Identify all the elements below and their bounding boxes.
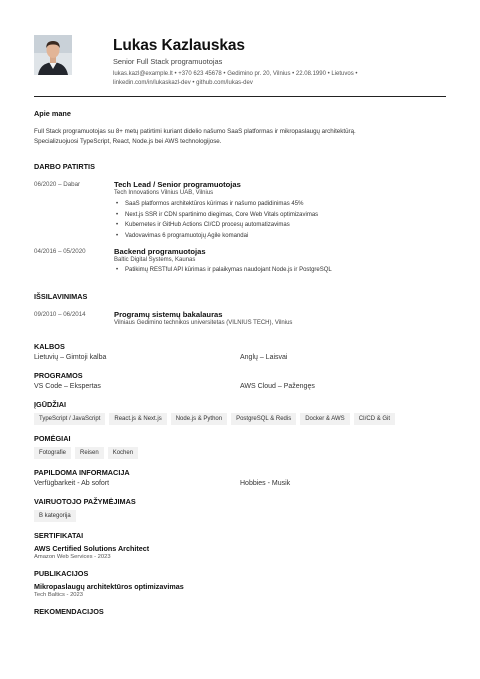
- publication-issuer: Tech Baltics - 2023: [34, 591, 83, 598]
- skills-section: [34, 400, 446, 429]
- languages-section: [34, 342, 446, 361]
- experience-title: DARBO PATIRTIS: [34, 162, 95, 171]
- about-line: Full Stack programuotojas su 8+ metų patirtimi kuriant didelio našumo SaaS platformas ir mikropaslaugų architektūrą.: [34, 128, 356, 135]
- entry-date: 09/2010 – 06/2014: [34, 310, 86, 318]
- additional-item: Verfügbarkeit - Ab sofort: [34, 479, 110, 487]
- publication-entry: [34, 582, 446, 598]
- bullet-item: • SaaS platformos architektūros kūrimas ir našumo padidinimas 45%: [125, 199, 446, 210]
- header-info: [113, 37, 446, 88]
- hobbies-tags: [34, 447, 446, 463]
- skills-title: ĮGŪDŽIAI: [34, 399, 67, 409]
- about-text: [34, 127, 446, 147]
- publications-title: PUBLIKACIJOS: [34, 568, 89, 578]
- hobby-tag: Kochen: [108, 447, 138, 459]
- additional-title: PAPILDOMA INFORMACIJA: [34, 467, 130, 477]
- entry-bullets: [114, 265, 446, 276]
- license-section: [34, 497, 446, 526]
- education-entry: [34, 310, 446, 326]
- education-title: IŠSILAVINIMAS: [34, 291, 88, 301]
- recommendations-title: REKOMENDACIJOS: [34, 606, 104, 616]
- certificate-name: AWS Certified Solutions Architect: [34, 543, 150, 553]
- language-item: Lietuvių – Gimtoji kalba: [34, 353, 107, 361]
- hobbies-title: POMĖGIAI: [34, 433, 71, 443]
- certificates-section: [34, 531, 446, 560]
- skill-tag: Node.js & Python: [171, 413, 227, 425]
- program-item: VS Code – Ekspertas: [34, 382, 101, 390]
- entry-school: Vilniaus Gedimino technikos universitetas (VILNIUS TECH), Vilnius: [114, 319, 293, 326]
- additional-item: Hobbies - Musik: [240, 479, 291, 487]
- recommendations-section: [34, 607, 446, 616]
- certificates-title: SERTIFIKATAI: [34, 530, 84, 540]
- experience-section: [34, 162, 446, 276]
- entry-date: 04/2016 – 05/2020: [34, 248, 86, 256]
- entry-title: Backend programuotojas: [114, 247, 206, 257]
- profile-photo: [34, 35, 72, 75]
- license-tags: [34, 510, 446, 526]
- cv-header: [34, 0, 446, 96]
- license-title: VAIRUOTOJO PAŽYMĖJIMAS: [34, 496, 136, 506]
- additional-row: [34, 480, 446, 487]
- hobby-tag: Fotografie: [34, 447, 71, 459]
- skill-tag: Docker & AWS: [300, 413, 349, 425]
- skill-tag: PostgreSQL & Redis: [231, 413, 296, 425]
- about-title: Apie mane: [34, 109, 71, 118]
- contact-info: [113, 70, 446, 88]
- certificate-entry: [34, 544, 446, 560]
- language-item: Anglų – Laisvai: [240, 353, 288, 361]
- programs-section: [34, 371, 446, 390]
- languages-title: KALBOS: [34, 341, 65, 351]
- experience-entry: [34, 247, 446, 276]
- about-line: Specializuojuosi TypeScript, React, Node.js bei AWS technologijose.: [34, 138, 222, 145]
- entry-company: Baltic Digital Systems, Kaunas: [114, 257, 196, 264]
- experience-entry: [34, 180, 446, 241]
- candidate-name: Lukas Kazlauskas: [113, 37, 245, 54]
- header-divider: [34, 96, 446, 97]
- contact-links: linkedin.com/in/lukaskazl-dev • github.com/lukas-dev: [113, 79, 253, 86]
- program-item: AWS Cloud – Pažengęs: [240, 382, 315, 390]
- license-tag: B kategorija: [34, 510, 76, 522]
- skill-tag: TypeScript / JavaScript: [34, 413, 105, 425]
- hobbies-section: [34, 434, 446, 463]
- entry-bullets: [114, 199, 446, 241]
- bullet-item: • Kubernetes ir GitHub Actions CI/CD procesų automatizavimas: [125, 220, 446, 231]
- candidate-role: Senior Full Stack programuotojas: [113, 57, 223, 66]
- about-section: [34, 109, 446, 147]
- certificate-issuer: Amazon Web Services - 2023: [34, 553, 111, 560]
- bullet-item: • Patikimų RESTful API kūrimas ir palaikymas naudojant Node.js ir PostgreSQL: [125, 265, 446, 276]
- education-section: [34, 292, 446, 326]
- skills-tags: [34, 413, 446, 429]
- skill-tag: CI/CD & Git: [354, 413, 395, 425]
- contact-line: lukas.kazl@example.lt • +370 623 45678 • Gedimino pr. 20, Vilnius • 22.08.1990 • Lietuvos •: [113, 71, 358, 77]
- entry-date: 06/2020 – Dabar: [34, 181, 81, 188]
- hobby-tag: Reisen: [75, 447, 104, 459]
- bullet-item: • Vadovavimas 6 programuotojų Agile komandai: [125, 231, 446, 242]
- programs-title: PROGRAMOS: [34, 370, 83, 380]
- skill-tag: React.js & Next.js: [109, 413, 166, 425]
- publications-section: [34, 569, 446, 598]
- bullet-item: • Next.js SSR ir CDN spartinimo diegimas, Core Web Vitals optimizavimas: [125, 210, 446, 221]
- languages-row: [34, 354, 446, 361]
- additional-section: [34, 468, 446, 487]
- programs-row: [34, 383, 446, 390]
- entry-company: Tech Innovations Vilnius UAB, Vilnius: [114, 190, 214, 196]
- publication-name: Mikropaslaugų architektūros optimizavimas: [34, 581, 184, 591]
- entry-title: Programų sistemų bakalauras: [114, 309, 223, 319]
- entry-title: Tech Lead / Senior programuotojas: [114, 180, 241, 189]
